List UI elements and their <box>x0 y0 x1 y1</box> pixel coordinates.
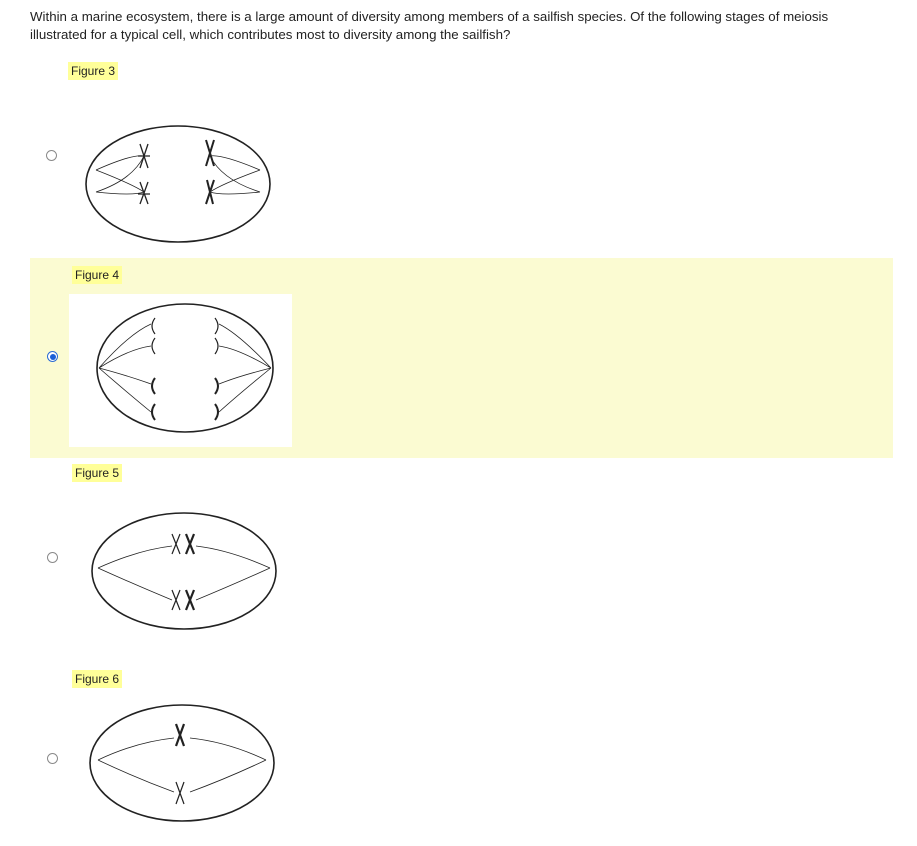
answer-option-figure-6[interactable] <box>30 664 893 846</box>
meiosis-metaphase-ii-icon <box>86 700 278 826</box>
meiosis-anaphase-i-icon <box>69 294 292 447</box>
question-text: Within a marine ecosystem, there is a large amount of diversity among members of a sailfish species. Of the following stages of meiosis illustrated for a typical cell, which contributes most to diversity among the sailfish? <box>30 9 829 42</box>
figure-label: Figure 5 <box>72 464 122 482</box>
radio-button[interactable] <box>47 753 58 764</box>
figure-label: Figure 3 <box>68 62 118 80</box>
figure-label: Figure 4 <box>72 266 122 284</box>
answer-option-figure-5[interactable] <box>30 460 893 660</box>
meiosis-metaphase-i-icon <box>88 508 280 634</box>
figure-label: Figure 6 <box>72 670 122 688</box>
radio-button[interactable] <box>46 150 57 161</box>
answer-option-figure-4[interactable] <box>30 258 893 458</box>
radio-button[interactable] <box>47 552 58 563</box>
answer-option-figure-3[interactable] <box>30 58 893 254</box>
meiosis-anaphase-ii-icon <box>82 122 274 246</box>
radio-button-selected[interactable] <box>47 351 58 362</box>
